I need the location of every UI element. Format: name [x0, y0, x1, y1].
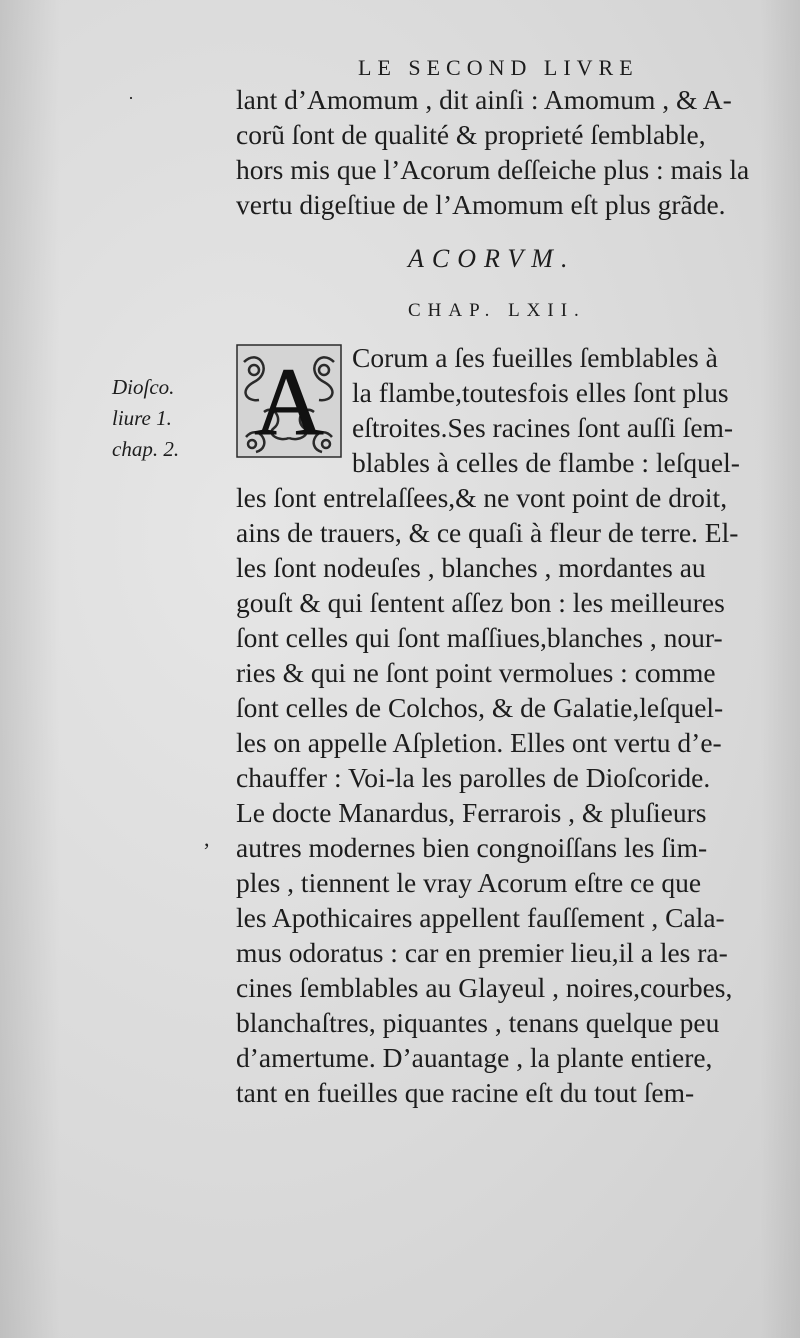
text-line: ains de trauers, & ce quaſi à fleur de terre. El-: [236, 517, 739, 548]
text-line: eſtroites.Ses racines ſont auſſi ſem-: [352, 412, 734, 443]
margin-note-line: Dioſco.: [112, 375, 175, 399]
chapter-body: [236, 480, 770, 1110]
text-line: les on appelle Aſpletion. Elles ont vertu d’e-: [236, 727, 722, 758]
text-line: ſont celles de Colchos, & de Galatie,leſquel-: [236, 692, 724, 723]
margin-note-line: chap. 2.: [112, 437, 180, 461]
margin-note: [112, 372, 179, 465]
margin-dot: ·: [128, 88, 134, 108]
text-line: mus odoratus : car en premier lieu,il a les ra-: [236, 937, 728, 968]
chapter-opening-lines: [352, 340, 772, 480]
text-line: la flambe,toutesfois elles ſont plus: [352, 377, 729, 408]
text-line: gouſt & qui ſentent aſſez bon : les meilleures: [236, 587, 725, 618]
text-line: corũ ſont de qualité & proprieté ſemblable,: [236, 119, 706, 150]
text-line: tant en fueilles que racine eſt du tout ſem-: [236, 1077, 695, 1108]
text-line: ſont celles qui ſont maſſiues,blanches , nour-: [236, 622, 723, 653]
text-line: Le docte Manardus, Ferrarois , & pluſieurs: [236, 797, 707, 828]
text-line: les ſont nodeuſes , blanches , mordantes au: [236, 552, 706, 583]
decorated-initial: [234, 342, 344, 460]
gutter-shadow: [0, 0, 60, 1338]
chapter-heading: CHAP. LXII.: [408, 300, 586, 321]
text-line: ries & qui ne ſont point vermolues : comme: [236, 657, 716, 688]
text-line: cines ſemblables au Glayeul , noires,courbes,: [236, 972, 733, 1003]
text-line: les Apothicaires appellent fauſſement , Cala-: [236, 902, 725, 933]
text-line: chauffer : Voi-la les parolles de Dioſcoride.: [236, 762, 711, 793]
text-line: blables à celles de flambe : leſquel-: [352, 447, 740, 478]
intro-paragraph: [236, 82, 770, 222]
text-line: Corum a ſes fueilles ſemblables à: [352, 342, 718, 373]
text-line: blanchaſtres, piquantes , tenans quelque peu: [236, 1007, 720, 1038]
section-title: ACORVM.: [408, 244, 576, 273]
text-line: hors mis que l’Acorum deſſeiche plus : mais la: [236, 154, 750, 185]
margin-note-line: liure 1.: [112, 406, 172, 430]
text-line: d’amertume. D’auantage , la plante entiere,: [236, 1042, 713, 1073]
text-line: vertu digeſtiue de l’Amomum eſt plus grãde.: [236, 189, 726, 220]
text-line: ples , tiennent le vray Acorum eſtre ce que: [236, 867, 702, 898]
margin-mark: ,: [204, 826, 210, 851]
running-head: LE SECOND LIVRE: [358, 55, 639, 80]
text-line: lant d’Amomum , dit ainſi : Amomum , & A-: [236, 84, 732, 115]
text-line: autres modernes bien congnoiſſans les ſim-: [236, 832, 708, 863]
text-line: les ſont entrelaſſees,& ne vont point de droit,: [236, 482, 728, 513]
initial-letter: A: [254, 348, 324, 455]
